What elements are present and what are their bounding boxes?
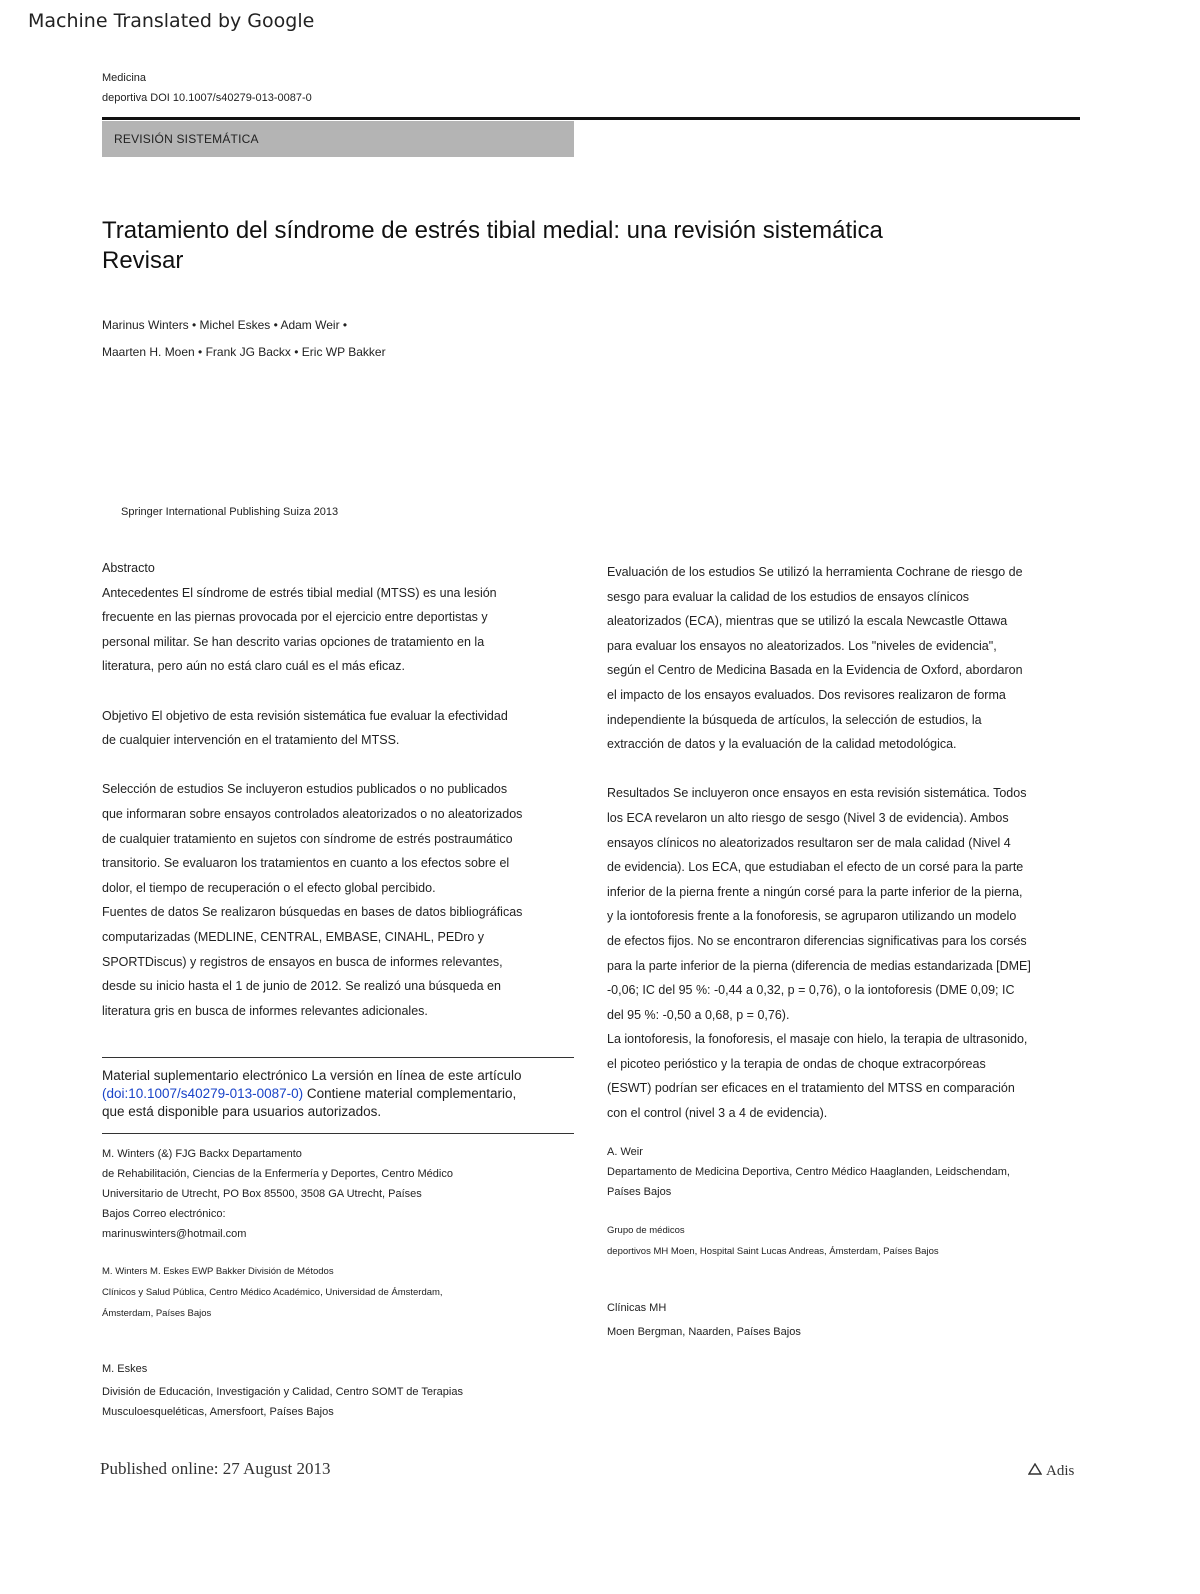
text-line: con el control (nivel 3 a 4 de evidencia). bbox=[607, 1106, 828, 1121]
text-line: Musculoesqueléticas, Amersfoort, Países Bajos bbox=[102, 1406, 334, 1418]
text-line: según el Centro de Medicina Basada en la Evidencia de Oxford, abordaron bbox=[607, 663, 1023, 678]
supplementary-top-rule bbox=[102, 1057, 574, 1058]
text-line: y la iontoforesis frente a la fonoforesis, se agruparon utilizando un modelo bbox=[607, 909, 1017, 924]
authors-line-1: Marinus Winters • Michel Eskes • Adam Weir • bbox=[102, 318, 348, 332]
text-line: M. Winters (&) FJG Backx Departamento bbox=[102, 1148, 302, 1160]
text-line: Moen Bergman, Naarden, Países Bajos bbox=[607, 1326, 801, 1338]
supplementary-note bbox=[102, 1067, 572, 1121]
text-line: Ámsterdam, Países Bajos bbox=[102, 1308, 212, 1319]
supplementary-line-2 bbox=[102, 1085, 572, 1103]
affiliation-winters-backx bbox=[102, 1144, 453, 1244]
article-type-label: REVISIÓN SISTEMÁTICA bbox=[114, 132, 259, 146]
text-line: para la parte inferior de la pierna (diferencia de medias estandarizada [DME] bbox=[607, 958, 1031, 973]
abstract-study-evaluation bbox=[607, 560, 1087, 757]
text-line: A. Weir bbox=[607, 1146, 643, 1158]
journal-doi: deportiva DOI 10.1007/s40279-013-0087-0 bbox=[102, 92, 312, 104]
text-line: de Rehabilitación, Ciencias de la Enfermería y Deportes, Centro Médico bbox=[102, 1168, 453, 1180]
affiliation-moen-hospital bbox=[607, 1220, 939, 1262]
text-line: ensayos clínicos no aleatorizados resultaron ser de mala calidad (Nivel 4 bbox=[607, 835, 1011, 850]
text-line: Grupo de médicos bbox=[607, 1225, 685, 1236]
abstract-heading: Abstracto bbox=[102, 561, 155, 575]
journal-info bbox=[102, 68, 312, 108]
text-line: desde su inicio hasta el 1 de junio de 2012. Se realizó una búsqueda en bbox=[102, 979, 501, 994]
text-line: División de Educación, Investigación y Calidad, Centro SOMT de Terapias bbox=[102, 1386, 463, 1398]
supplementary-line-1: Material suplementario electrónico La versión en línea de este artículo bbox=[102, 1068, 522, 1083]
affiliation-weir bbox=[607, 1142, 1010, 1202]
journal-name: Medicina bbox=[102, 72, 147, 84]
publisher-name: Adis bbox=[1046, 1463, 1075, 1479]
text-line: Selección de estudios Se incluyeron estudios publicados o no publicados bbox=[102, 782, 508, 797]
text-line: de cualquier tratamiento en sujetos con síndrome de estrés postraumático bbox=[102, 831, 513, 846]
text-line: M. Eskes bbox=[102, 1363, 148, 1375]
text-line: literatura gris en busca de informes relevantes adicionales. bbox=[102, 1003, 428, 1018]
published-date: Published online: 27 August 2013 bbox=[100, 1459, 331, 1478]
text-line: Fuentes de datos Se realizaron búsquedas en bases de datos bibliográficas bbox=[102, 905, 523, 920]
text-line: -0,06; IC del 95 %: -0,44 a 0,32, p = 0,76), o la iontoforesis (DME 0,09; IC bbox=[607, 983, 1015, 998]
authors-line-2: Maarten H. Moen • Frank JG Backx • Eric WP Bakker bbox=[102, 345, 386, 359]
text-line: Evaluación de los estudios Se utilizó la herramienta Cochrane de riesgo de bbox=[607, 565, 1023, 579]
header-rule bbox=[102, 117, 1080, 120]
text-line: Resultados Se incluyeron once ensayos en esta revisión sistemática. Todos bbox=[607, 786, 1027, 801]
abstract-results bbox=[607, 781, 1087, 1125]
text-line: de evidencia). Los ECA, que estudiaban el efecto de un corsé para la parte bbox=[607, 860, 1024, 875]
text-line: personal militar. Se han descrito varias opciones de tratamiento en la bbox=[102, 634, 485, 649]
text-line: transitorio. Se evaluaron los tratamientos en cuanto a los efectos sobre el bbox=[102, 856, 510, 871]
text-line: Departamento de Medicina Deportiva, Centro Médico Haaglanden, Leidschendam, bbox=[607, 1166, 1010, 1178]
text-line: Países Bajos bbox=[607, 1186, 672, 1198]
adis-triangle-icon bbox=[1028, 1463, 1042, 1480]
abstract-study-selection bbox=[102, 777, 578, 1023]
text-line: M. Winters M. Eskes EWP Bakker División de Métodos bbox=[102, 1266, 334, 1277]
text-line: La iontoforesis, la fonoforesis, el masaje con hielo, la terapia de ultrasonido, bbox=[607, 1032, 1028, 1047]
title-line-1: Tratamiento del síndrome de estrés tibial medial: una revisión sistemática bbox=[102, 217, 883, 244]
text-line: Clínicas MH bbox=[607, 1302, 667, 1314]
text-line: frecuente en las piernas provocada por el ejercicio entre deportistas y bbox=[102, 610, 488, 625]
article-type-bar bbox=[102, 121, 574, 157]
text-line: aleatorizados (ECA), mientras que se utilizó la escala Newcastle Ottawa bbox=[607, 614, 1008, 629]
text-line: el impacto de los ensayos evaluados. Dos revisores realizaron de forma bbox=[607, 687, 1006, 702]
text-line: del 95 %: -0,50 a 0,68, p = 0,76). bbox=[607, 1007, 790, 1022]
affiliation-moen-clinic bbox=[607, 1298, 801, 1342]
text-line: (ESWT) podrían ser eficaces en el tratamiento del MTSS en comparación bbox=[607, 1081, 1015, 1096]
machine-translation-banner: Machine Translated by Google bbox=[28, 10, 315, 32]
text-line: Bajos Correo electrónico: bbox=[102, 1208, 226, 1220]
text-line: de cualquier intervención en el tratamiento del MTSS. bbox=[102, 733, 400, 748]
abstract-objective bbox=[102, 704, 578, 753]
text-line: que informaran sobre ensayos controlados aleatorizados o no aleatorizados bbox=[102, 806, 523, 821]
text-line: de efectos fijos. No se encontraron diferencias significativas para los corsés bbox=[607, 933, 1027, 948]
affiliation-eskes bbox=[102, 1359, 463, 1422]
abstract-background bbox=[102, 581, 578, 679]
text-line: SPORTDiscus) y registros de ensayos en busca de informes relevantes, bbox=[102, 954, 503, 969]
text-line: independiente la búsqueda de artículos, la selección de estudios, la bbox=[607, 712, 982, 727]
supplementary-bottom-rule bbox=[102, 1133, 574, 1134]
abstract-right-column bbox=[607, 560, 1087, 1126]
text-line: el picoteo perióstico y la terapia de ondas de choque extracorpóreas bbox=[607, 1056, 986, 1071]
email-link[interactable]: marinuswinters@hotmail.com bbox=[102, 1228, 247, 1240]
text-line: computarizadas (MEDLINE, CENTRAL, EMBASE, CINAHL, PEDro y bbox=[102, 929, 485, 944]
supplementary-line-2-rest: Contiene material complementario, bbox=[303, 1086, 517, 1101]
copyright-notice: Springer International Publishing Suiza 2013 bbox=[121, 506, 339, 518]
text-line: literatura, pero aún no está claro cuál es el más eficaz. bbox=[102, 659, 405, 674]
text-line: Objetivo El objetivo de esta revisión sistemática fue evaluar la efectividad bbox=[102, 708, 508, 723]
affiliation-amsterdam bbox=[102, 1261, 443, 1324]
text-line: Antecedentes El síndrome de estrés tibial medial (MTSS) es una lesión bbox=[102, 585, 497, 600]
text-line: Universitario de Utrecht, PO Box 85500, 3508 GA Utrecht, Países bbox=[102, 1188, 422, 1200]
text-line: los ECA revelaron un alto riesgo de sesgo (Nivel 3 de evidencia). Ambos bbox=[607, 810, 1009, 825]
author-list bbox=[102, 312, 386, 366]
text-line: deportivos MH Moen, Hospital Saint Lucas Andreas, Ámsterdam, Países Bajos bbox=[607, 1246, 939, 1257]
text-line: para evaluar los ensayos no aleatorizados. Los "niveles de evidencia", bbox=[607, 638, 997, 653]
text-line: inferior de la pierna frente a ningún corsé para la parte inferior de la pierna, bbox=[607, 884, 1023, 899]
article-title bbox=[102, 216, 1002, 276]
title-line-2: Revisar bbox=[102, 247, 184, 274]
supplementary-line-3: que está disponible para usuarios autorizados. bbox=[102, 1104, 382, 1119]
abstract-left-column bbox=[102, 556, 578, 1023]
text-line: dolor, el tiempo de recuperación o el efecto global percibido. bbox=[102, 880, 436, 895]
text-line: Clínicos y Salud Pública, Centro Médico Académico, Universidad de Ámsterdam, bbox=[102, 1287, 443, 1298]
text-line: extracción de datos y la evaluación de la calidad metodológica. bbox=[607, 737, 957, 752]
doi-link[interactable]: (doi:10.1007/s40279-013-0087-0) bbox=[102, 1086, 304, 1101]
text-line: sesgo para evaluar la calidad de los estudios de ensayos clínicos bbox=[607, 589, 970, 604]
publisher-logo bbox=[1028, 1463, 1074, 1480]
